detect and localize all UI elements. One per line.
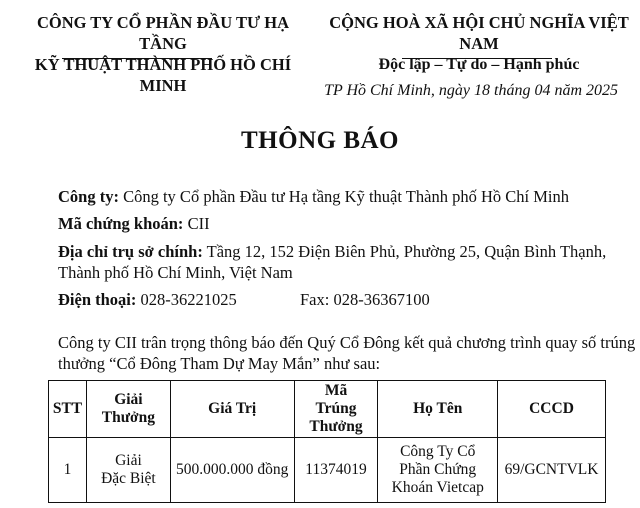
col-header-value: Giá Trị (170, 381, 294, 438)
company-label: Công ty: (58, 187, 119, 206)
cell-code: 11374019 (294, 438, 378, 503)
col-header-award (86, 381, 170, 438)
cell-stt: 1 (49, 438, 87, 503)
company-name-line2: KỸ THUẬT THÀNH PHỐ HỒ CHÍ MINH (34, 55, 292, 95)
cell-name-line1: Công Ty Cổ (400, 443, 476, 460)
phone-label: Điện thoại: (58, 290, 137, 309)
col-header-code-line3: Thưởng (309, 418, 363, 435)
col-header-name: Họ Tên (378, 381, 498, 438)
company-header (14, 12, 312, 96)
intro-line2: thưởng “Cổ Đông Tham Dự May Mắn” như sau: (58, 354, 381, 373)
company-value: Công ty Cổ phần Đầu tư Hạ tầng Kỹ thuật Thành phố Hồ Chí Minh (123, 187, 569, 206)
col-header-award-line2: Thưởng (101, 409, 156, 426)
col-header-stt: STT (49, 381, 87, 438)
nation-name: CỘNG HOÀ XÃ HỘI CHỦ NGHĨA VIỆT NAM (329, 13, 629, 53)
cell-name-line3: Khoán Vietcap (391, 479, 484, 496)
col-header-code-line2: Trúng (315, 400, 357, 417)
table-row (49, 438, 606, 503)
stock-code-label: Mã chứng khoán: (58, 214, 184, 233)
table-header-row (49, 381, 606, 438)
national-motto: Độc lập – Tự do – Hạnh phúc (378, 56, 580, 73)
cell-award-line2: Đặc Biệt (101, 470, 156, 487)
cell-name-line2: Phần Chứng (399, 461, 477, 478)
stock-code-row (58, 214, 210, 234)
cell-name (378, 438, 498, 503)
cell-award (86, 438, 170, 503)
cell-id: 69/GCNTVLK (498, 438, 606, 503)
phone-value: 028-36221025 (140, 290, 237, 309)
phone-row (58, 290, 237, 310)
address-row (58, 242, 606, 262)
address-value-line1: Tầng 12, 152 Điện Biên Phủ, Phường 25, Quận Bình Thạnh, (206, 242, 607, 261)
fax-value: Fax: 028-36367100 (300, 290, 430, 309)
document-date: TP Hồ Chí Minh, ngày 18 tháng 04 năm 2025 (324, 82, 618, 99)
motto-underline-divider (402, 58, 552, 59)
cell-award-line1: Giải (115, 452, 142, 469)
cell-value: 500.000.000 đồng (170, 438, 294, 503)
col-header-code-line1: Mã (324, 382, 348, 399)
awards-table (48, 380, 606, 503)
col-header-code (294, 381, 378, 438)
nation-header (318, 12, 640, 75)
address-label: Địa chỉ trụ sở chính: (58, 242, 203, 261)
address-value-line2: Thành phố Hồ Chí Minh, Việt Nam (58, 263, 293, 282)
col-header-id: CCCD (498, 381, 606, 438)
company-name-line1: CÔNG TY CỔ PHẦN ĐẦU TƯ HẠ TẦNG (36, 13, 290, 53)
stock-code-value: CII (187, 214, 210, 233)
col-header-award-line1: Giải (114, 391, 143, 408)
intro-line1: Công ty CII trân trọng thông báo đến Quý Cổ Đông kết quả chương trình quay số trúng (58, 333, 636, 352)
company-info-row (58, 187, 569, 207)
page-title: THÔNG BÁO (241, 127, 399, 154)
company-underline-divider (62, 58, 212, 59)
